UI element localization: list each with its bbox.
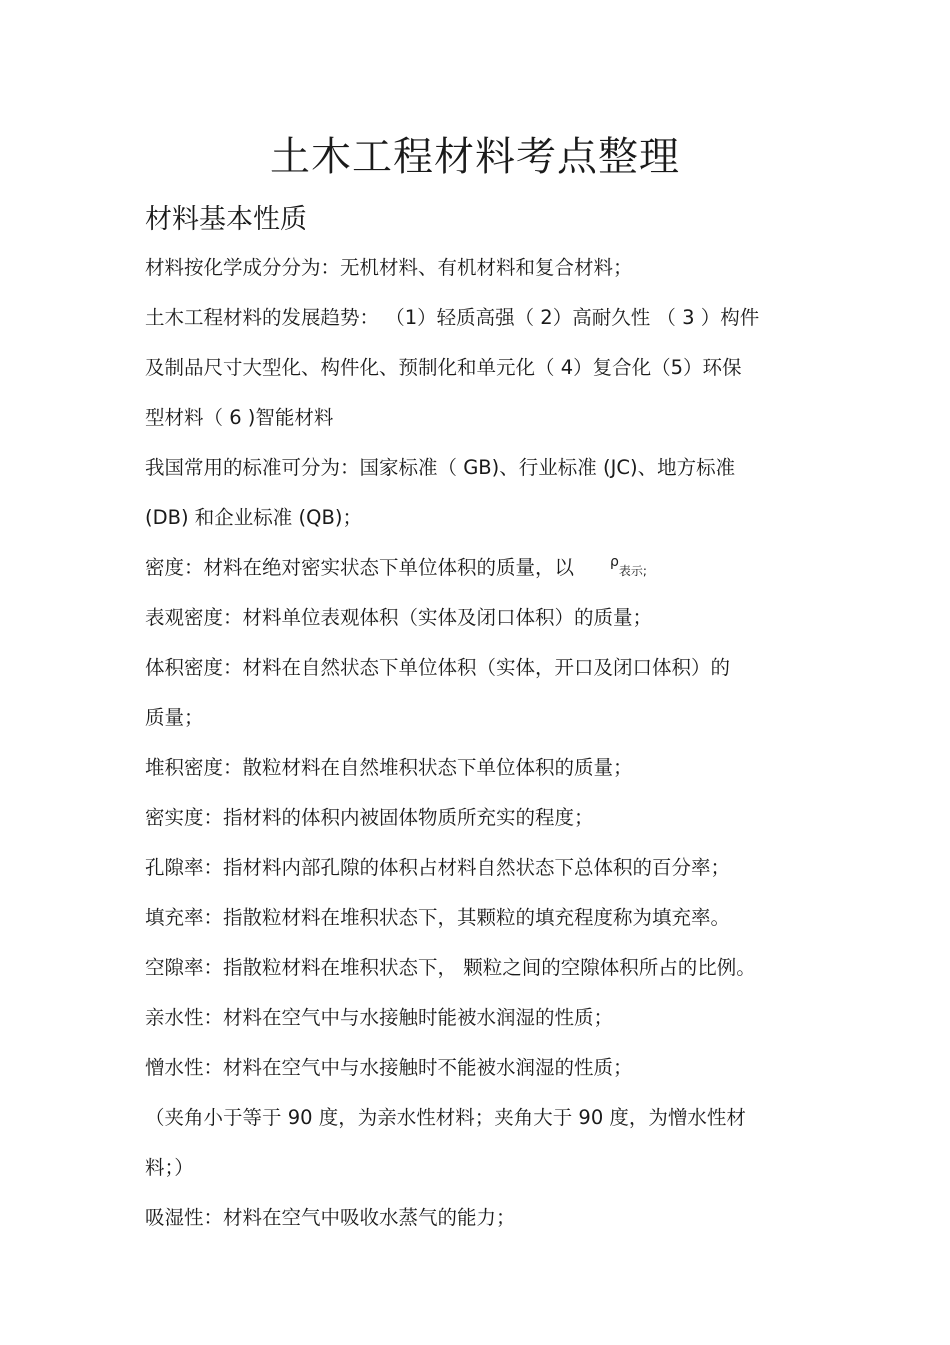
document-title: 土木工程材料考点整理 bbox=[270, 134, 680, 180]
text-line: 我国常用的标准可分为：国家标准（ GB)、行业标准 (JC)、地方标准 bbox=[145, 456, 736, 479]
text-line: 质量； bbox=[145, 706, 204, 729]
text-line: 憎水性：材料在空气中与水接触时不能被水润湿的性质； bbox=[145, 1056, 633, 1079]
text-line: 体积密度：材料在自然状态下单位体积（实体，开口及闭口体积）的 bbox=[145, 656, 731, 679]
text-line: （夹角小于等于 90 度，为亲水性材料；夹角大于 90 度，为憎水性材 bbox=[145, 1106, 746, 1129]
section-heading: 材料基本性质 bbox=[145, 204, 307, 235]
rho-symbol: ρ bbox=[610, 554, 619, 570]
text-line: 表观密度：材料单位表观体积（实体及闭口体积）的质量； bbox=[145, 606, 653, 629]
text-line: 型材料（ 6 )智能材料 bbox=[145, 406, 334, 429]
text-line: 堆积密度：散粒材料在自然堆积状态下单位体积的质量； bbox=[145, 756, 633, 779]
text-line: 密实度：指材料的体积内被固体物质所充实的程度； bbox=[145, 806, 594, 829]
text-line: 空隙率：指散粒材料在堆积状态下， 颗粒之间的空隙体积所占的比例。 bbox=[145, 956, 756, 979]
text-line: (DB) 和企业标准 (QB)； bbox=[145, 506, 362, 529]
text-line: 及制品尺寸大型化、构件化、预制化和单元化（ 4）复合化（5）环保 bbox=[145, 356, 742, 379]
text-line: 土木工程材料的发展趋势： （1）轻质高强（ 2）高耐久性 （ 3 ）构件 bbox=[145, 306, 760, 329]
density-suffix: 表示; bbox=[618, 564, 647, 578]
text-line: 孔隙率：指材料内部孔隙的体积占材料自然状态下总体积的百分率； bbox=[145, 856, 731, 879]
density-definition: 密度：材料在绝对密实状态下单位体积的质量，以 bbox=[145, 556, 575, 579]
text-line: 材料按化学成分分为：无机材料、有机材料和复合材料； bbox=[145, 256, 633, 279]
text-line: 吸湿性：材料在空气中吸收水蒸气的能力； bbox=[145, 1206, 516, 1229]
text-line: 填充率：指散粒材料在堆积状态下，其颗粒的填充程度称为填充率。 bbox=[145, 906, 731, 929]
text-line: 料；） bbox=[145, 1156, 194, 1179]
density-line bbox=[145, 554, 647, 584]
text-line: 亲水性：材料在空气中与水接触时能被水润湿的性质； bbox=[145, 1006, 614, 1029]
